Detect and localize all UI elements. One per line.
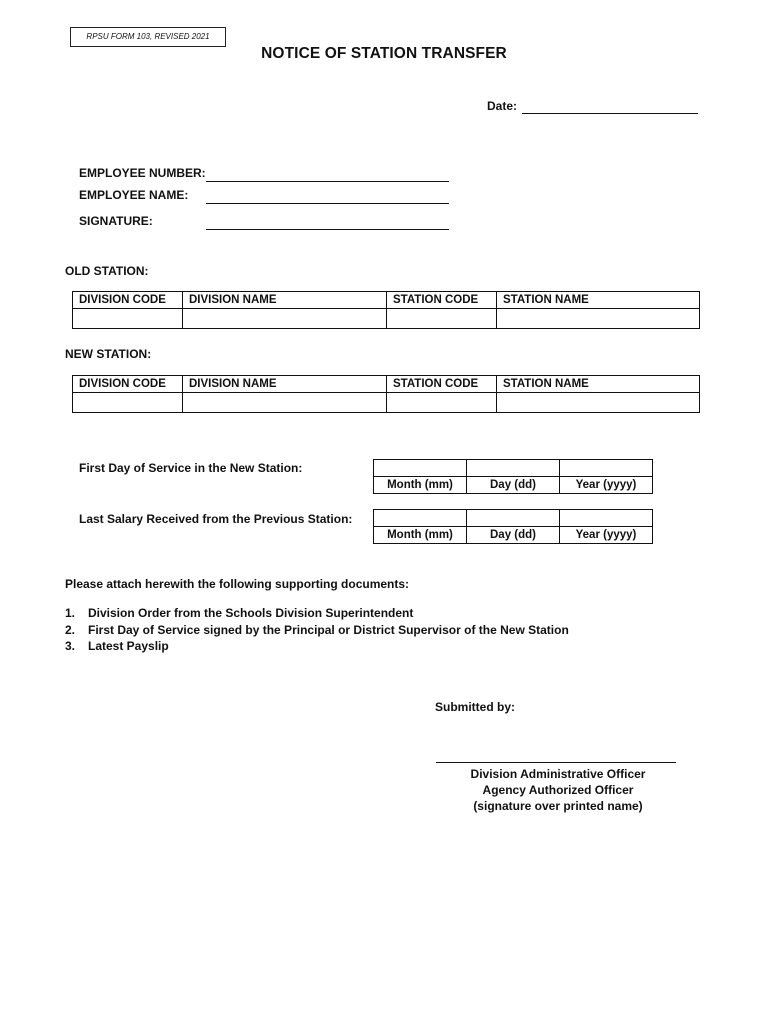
first-day-input-row xyxy=(374,460,653,477)
submitted-by-label: Submitted by: xyxy=(435,700,515,714)
last-salary-date-table xyxy=(373,509,653,544)
old-division-name-header: DIVISION NAME xyxy=(183,292,387,309)
submitter-title-line-2: Agency Authorized Officer xyxy=(482,783,634,797)
last-salary-input-row xyxy=(374,510,653,527)
date-field[interactable] xyxy=(522,113,698,114)
date-label: Date: xyxy=(487,99,518,113)
form-title: NOTICE OF STATION TRANSFER xyxy=(261,45,507,62)
last-salary-day-label: Day (dd) xyxy=(467,527,560,544)
first-day-day-label: Day (dd) xyxy=(467,477,560,494)
old-station-table xyxy=(72,291,700,329)
new-station-code-header: STATION CODE xyxy=(387,376,497,393)
new-station-name-header: STATION NAME xyxy=(497,376,700,393)
list-item xyxy=(65,605,569,622)
new-division-name-cell[interactable] xyxy=(183,393,387,413)
old-station-header-row xyxy=(73,292,700,309)
first-day-year-label: Year (yyyy) xyxy=(560,477,653,494)
old-station-label: OLD STATION: xyxy=(65,264,149,278)
list-item-text: First Day of Service signed by the Principal or District Supervisor of the New Station xyxy=(88,622,569,637)
first-day-header-row xyxy=(374,477,653,494)
first-day-month-label: Month (mm) xyxy=(374,477,467,494)
form-code-box: RPSU FORM 103, REVISED 2021 xyxy=(70,27,226,47)
first-day-day-cell[interactable] xyxy=(467,460,560,477)
last-salary-day-cell[interactable] xyxy=(467,510,560,527)
new-station-name-cell[interactable] xyxy=(497,393,700,413)
employee-name-label: EMPLOYEE NAME: xyxy=(79,188,189,202)
list-item xyxy=(65,622,569,639)
last-salary-month-cell[interactable] xyxy=(374,510,467,527)
old-division-name-cell[interactable] xyxy=(183,309,387,329)
employee-name-field[interactable] xyxy=(206,203,449,204)
list-item-text: Division Order from the Schools Division Superintendent xyxy=(88,606,414,620)
employee-number-field[interactable] xyxy=(206,181,449,182)
new-station-header-row xyxy=(73,376,700,393)
attachments-label: Please attach herewith the following supporting documents: xyxy=(65,577,410,591)
submitter-title-block xyxy=(436,766,680,814)
new-station-label: NEW STATION: xyxy=(65,347,152,361)
list-item-number: 1. xyxy=(65,606,76,620)
new-station-table xyxy=(72,375,700,413)
submitter-title-line-1: Division Administrative Officer xyxy=(470,767,646,781)
new-station-input-row xyxy=(73,393,700,413)
list-item-number: 3. xyxy=(65,639,76,653)
signature-field[interactable] xyxy=(206,229,449,230)
old-station-name-header: STATION NAME xyxy=(497,292,700,309)
list-item-text: Latest Payslip xyxy=(88,639,169,653)
last-salary-month-label: Month (mm) xyxy=(374,527,467,544)
old-station-code-header: STATION CODE xyxy=(387,292,497,309)
old-station-code-cell[interactable] xyxy=(387,309,497,329)
first-day-label: First Day of Service in the New Station: xyxy=(79,461,303,475)
first-day-date-table xyxy=(373,459,653,494)
last-salary-label: Last Salary Received from the Previous Station: xyxy=(79,512,353,526)
list-item-number: 2. xyxy=(65,622,76,637)
last-salary-header-row xyxy=(374,527,653,544)
new-division-name-header: DIVISION NAME xyxy=(183,376,387,393)
signature-label: SIGNATURE: xyxy=(79,214,153,228)
last-salary-year-label: Year (yyyy) xyxy=(560,527,653,544)
new-division-code-cell[interactable] xyxy=(73,393,183,413)
old-division-code-cell[interactable] xyxy=(73,309,183,329)
submitter-signature-field[interactable] xyxy=(436,762,676,763)
attachments-list xyxy=(65,605,569,655)
employee-number-label: EMPLOYEE NUMBER: xyxy=(79,166,206,180)
first-day-year-cell[interactable] xyxy=(560,460,653,477)
list-item xyxy=(65,638,569,655)
new-station-code-cell[interactable] xyxy=(387,393,497,413)
submitter-title-line-3: (signature over printed name) xyxy=(473,799,643,813)
old-station-name-cell[interactable] xyxy=(497,309,700,329)
old-division-code-header: DIVISION CODE xyxy=(73,292,183,309)
old-station-input-row xyxy=(73,309,700,329)
new-division-code-header: DIVISION CODE xyxy=(73,376,183,393)
last-salary-year-cell[interactable] xyxy=(560,510,653,527)
first-day-month-cell[interactable] xyxy=(374,460,467,477)
